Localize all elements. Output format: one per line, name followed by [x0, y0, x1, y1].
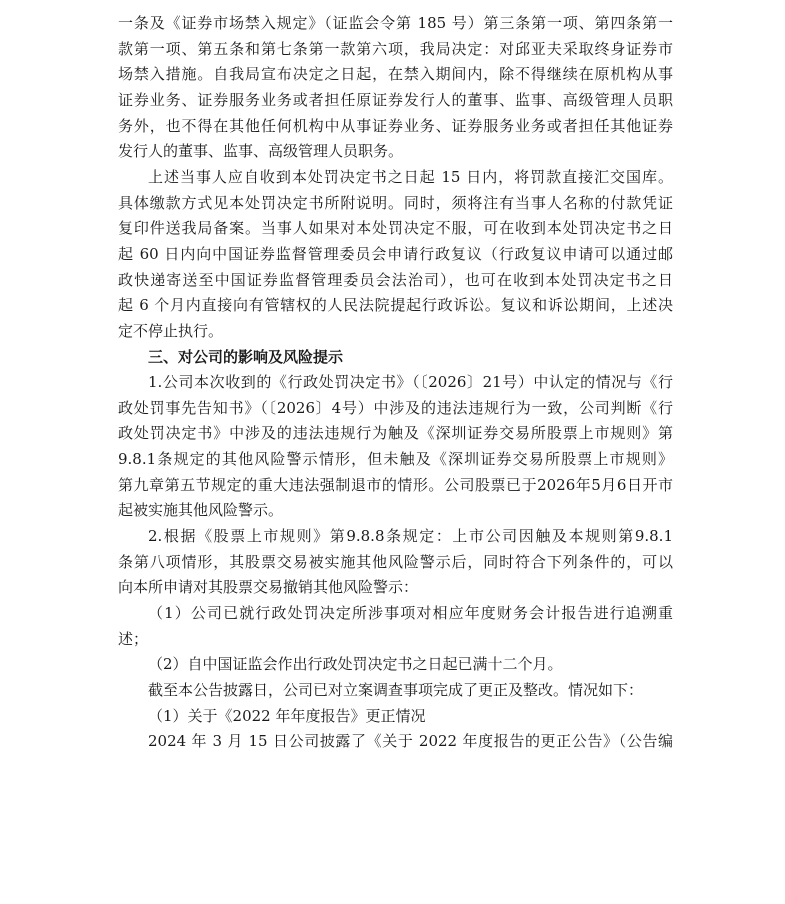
text-line: 述；: [118, 630, 149, 648]
text-line: 款第一项、第五条和第七条第一款第六项，我局决定：对邱亚夫采取终身证券市: [118, 40, 673, 58]
text-line: 政处罚决定书》中涉及的违法违规行为触及《深圳证券交易所股票上市规则》第: [118, 424, 673, 442]
paragraph-first-line: 2024 年 3 月 15 日公司披露了《关于 2022 年度报告的更正公告》（公告编: [148, 732, 673, 750]
section-heading: 三、对公司的影响及风险提示: [148, 348, 344, 366]
text-line: 定不停止执行。: [118, 322, 224, 340]
text-line: 第九章第五节规定的重大违法强制退市的情形。公司股票已于2026年5月6日开市: [118, 476, 673, 494]
text-line: 政处罚事先告知书》（〔2026〕4号）中涉及的违法违规行为一致，公司判断《行: [118, 399, 673, 417]
subsection-heading: （1）关于《2022 年年度报告》更正情况: [148, 707, 426, 725]
text-line: 起 60 日内向中国证券监督管理委员会申请行政复议（行政复议申请可以通过邮: [118, 245, 673, 263]
paragraph-first-line: 2.根据《股票上市规则》第9.8.8条规定：上市公司因触及本规则第9.8.1: [148, 527, 673, 545]
text-line: 证券业务、证券服务业务或者担任原证券发行人的董事、监事、高级管理人员职: [118, 91, 673, 109]
text-line: 一条及《证券市场禁入规定》（证监会令第 185 号）第三条第一项、第四条第一: [118, 14, 673, 32]
text-line: 起被实施其他风险警示。: [118, 501, 284, 519]
text-line: 9.8.1条规定的其他风险警示情形，但未触及《深圳证券交易所股票上市规则》: [118, 450, 673, 468]
paragraph-first-line: 1.公司本次收到的《行政处罚决定书》（〔2026〕21号）中认定的情况与《行: [148, 373, 673, 391]
text-line: 向本所申请对其股票交易撤销其他风险警示：: [118, 578, 419, 596]
text-line: 条第八项情形，其股票交易被实施其他风险警示后，同时符合下列条件的，可以: [118, 553, 673, 571]
paragraph-first-line: 上述当事人应自收到本处罚决定书之日起 15 日内，将罚款直接汇交国库。: [148, 168, 673, 186]
list-item: （2）自中国证监会作出行政处罚决定书之日起已满十二个月。: [148, 655, 563, 673]
text-line: 务外，也不得在其他任何机构中从事证券业务、证券服务业务或者担任其他证券: [118, 117, 673, 135]
text-line: 政快递寄送至中国证券监督管理委员会法治司），也可在收到本处罚决定书之日: [118, 271, 673, 289]
text-line: 场禁入措施。自我局宣布决定之日起，在禁入期间内，除不得继续在原机构从事: [118, 65, 673, 83]
paragraph-line: 截至本公告披露日，公司已对立案调查事项完成了更正及整改。情况如下：: [148, 681, 644, 699]
text-line: 复印件送我局备案。当事人如果对本处罚决定不服，可在收到本处罚决定书之日: [118, 219, 673, 237]
text-line: 发行人的董事、监事、高级管理人员职务。: [118, 142, 404, 160]
text-line: 起 6 个月内直接向有管辖权的人民法院提起行政诉讼。复议和诉讼期间，上述决: [118, 296, 673, 314]
text-line: 具体缴款方式见本处罚决定书所附说明。同时，须将注有当事人名称的付款凭证: [118, 194, 673, 212]
list-item-first-line: （1）公司已就行政处罚决定所涉事项对相应年度财务会计报告进行追溯重: [148, 604, 673, 622]
